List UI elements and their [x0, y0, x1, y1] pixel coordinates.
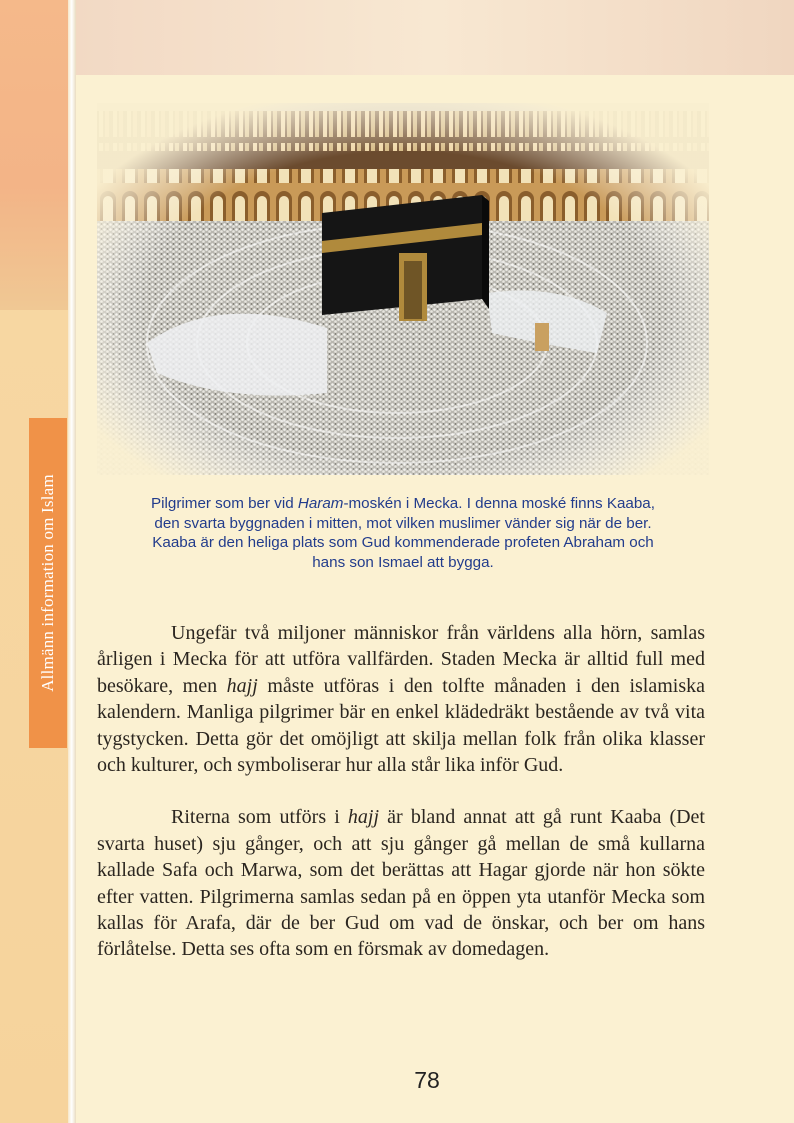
- caption-line-4: hans son Ismael att bygga.: [312, 553, 494, 571]
- caption-line-1: Pilgrimer som ber vid Haram-moskén i Mecka. I denna moské finns Kaaba,: [151, 495, 655, 512]
- chapter-tab-label: Allmänn information om Islam: [38, 474, 57, 692]
- sidebar-upper-band: [0, 0, 70, 310]
- caption-line-2: den svarta byggnaden i mitten, mot vilken muslimer vänder sig när de ber.: [154, 514, 652, 532]
- photo-caption: [97, 494, 709, 572]
- caption-line-3: Kaaba är den heliga plats som Gud kommenderade profeten Abraham och: [152, 534, 654, 551]
- top-header-band: [76, 0, 794, 75]
- kaaba-pilgrims-photo: [97, 103, 709, 475]
- chapter-tab: [29, 418, 67, 748]
- paragraph-1: Ungefär två miljoner människor från världens alla hörn, samlas årligen i Mecka för att utföra vallfärden. Staden Mecka är alltid full med besökare, men hajj måste utföras i den tolfte månaden i den islamiska kalendern. Manliga pilgrimer bär en enkel klädedräkt bestående av två vita tygstycken. Detta gör det omöjligt att skilja mellan folk från olika klasser och kulturer, och symboliserar hur alla står lika inför Gud.: [97, 622, 705, 777]
- paragraph-2-emphasis: hajj: [347, 806, 380, 829]
- paragraph-1-emphasis: hajj: [226, 674, 258, 697]
- body-text: [97, 620, 705, 989]
- caption-emphasis: Haram: [297, 495, 344, 512]
- page-number: 78: [414, 1067, 440, 1093]
- sidebar-divider: [68, 0, 76, 1123]
- paragraph-2: Riterna som utförs i hajj är bland annat att gå runt Kaaba (Det svarta huset) sju gånger, och att sju gånger gå mellan de små kullarna kallade Safa och Marwa, som det berättas att Hagar gjorde när hon sökte efter vatten. Pilgrimerna samlas sedan på en öppen yta utanför Mecka som kallas för Arafa, där de ber Gud om vad de önskar, och ber om hans förlåtelse. Detta ses ofta som en försmak av domedagen.: [97, 806, 705, 961]
